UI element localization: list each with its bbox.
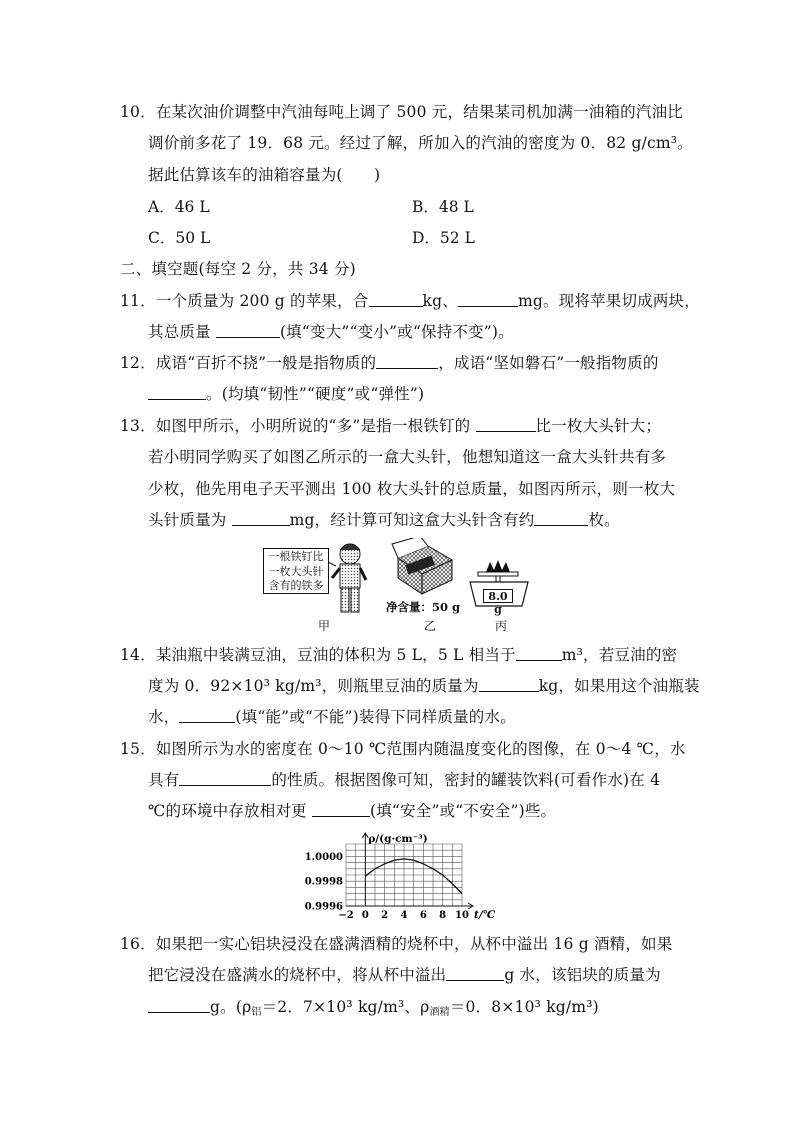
speech-bubble [263, 548, 329, 594]
q13-text-d: mg，经计算可知这盒大头针含有约 [289, 511, 535, 529]
q15-text-d: ℃的环境中存放相对更 [148, 802, 312, 820]
answer-blank [179, 707, 235, 723]
y-tick-label: 0.9998 [304, 876, 343, 888]
q16-text-d: g。(ρ [210, 998, 252, 1016]
figure-caption-jia: 甲 [318, 619, 331, 633]
q13-text-b: 比一枚大头针大； [535, 417, 662, 435]
boy-figure-illustration [326, 540, 378, 616]
x-tick-label: 10 [455, 910, 469, 921]
answer-blank [516, 645, 562, 661]
q14-text-a: 14．某油瓶中装满豆油，豆油的体积为 5 L，5 L 相当于 [120, 646, 516, 664]
q12-text-a: 12．成语“百折不挠”一般是指物质的 [120, 354, 377, 372]
pin-box-illustration [390, 538, 456, 596]
q12-text-b: ，成语“坚如磐石”一般指物质的 [438, 354, 659, 372]
section-heading: 二、填空题(每空 2 分，共 34 分) [120, 260, 356, 278]
q13-line1 [120, 416, 661, 436]
q10-option-d: D．52 L [412, 229, 475, 247]
q10-option-a: A．46 L [148, 198, 210, 216]
q10-line1: 10．在某次油价调整中汽油每吨上调了 500 元，结果某司机加满一油箱的汽油比 [120, 103, 683, 121]
figure-caption-bing: 丙 [495, 619, 508, 633]
q12-line1 [120, 353, 659, 373]
q11-text-d: 其总质量 [148, 323, 216, 341]
q10-line2: 调价前多花了 19．68 元。经过了解，所加入的汽油的密度为 0．82 g/cm³。 [148, 134, 693, 152]
net-weight-label: 净含量：50 g [386, 600, 461, 614]
q11-text-c: mg。现将苹果切成两块， [517, 292, 700, 310]
answer-blank [148, 997, 210, 1013]
q11-text-e: (填“变大”“变小”或“保持不变”)。 [279, 323, 514, 341]
speech-line: 一枚大头针 [268, 564, 324, 578]
chart-x-axis-label: t/℃ [474, 909, 496, 921]
chart-grid [346, 844, 462, 906]
q16-text-b: 把它浸没在盛满水的烧杯中，将从杯中溢出 [148, 966, 447, 984]
answer-blank [534, 510, 588, 526]
answer-blank [376, 353, 438, 369]
q10-line3: 据此估算该车的油箱容量为( ) [148, 166, 381, 184]
chart-x-ticks [338, 910, 469, 921]
x-tick-label: 8 [439, 910, 447, 921]
speech-line: 一根铁钉比 [268, 550, 324, 563]
q14-text-c: 度为 0．92×10³ kg/m³，则瓶里豆油的质量为 [148, 677, 479, 695]
q13-line4 [148, 510, 620, 530]
q11-line2 [148, 322, 514, 342]
figure-caption-yi: 乙 [424, 619, 437, 633]
answer-blank [148, 384, 206, 400]
y-tick-label: 0.9996 [304, 901, 343, 913]
answer-blank [216, 322, 280, 338]
x-tick-label: 2 [381, 910, 389, 921]
q11-line1 [120, 291, 700, 311]
density-temperature-chart [290, 832, 500, 924]
q13-text-c: 头针质量为 [148, 511, 232, 529]
answer-blank [446, 965, 504, 981]
q12-line2 [148, 384, 424, 404]
q16-line3 [148, 997, 599, 1017]
answer-blank [476, 416, 536, 432]
q16-text-c: g 水，该铝块的质量为 [504, 966, 661, 984]
q13-line2: 若小明同学购买了如图乙所示的一盒大头针，他想知道这一盒大头针共有多 [148, 448, 667, 466]
q14-text-b: m³，若豆油的密 [561, 646, 678, 664]
answer-blank [369, 291, 423, 307]
q16-line2 [148, 965, 661, 985]
q16-line1: 16．如果把一实心铝块浸没在盛满酒精的烧杯中，从杯中溢出 16 g 酒精，如果 [120, 935, 673, 953]
answer-blank [179, 770, 271, 786]
q13-text-a: 13．如图甲所示，小明所说的“多”是指一根铁钉的 [120, 417, 476, 435]
x-tick-label: −2 [338, 910, 354, 921]
subscript-alcohol: 酒精 [429, 1007, 450, 1018]
q12-text-c: 。(均填“韧性”“硬度”或“弹性”) [206, 385, 425, 403]
q14-text-f: (填“能”或“不能”)装得下同样质量的水。 [235, 708, 516, 726]
scale-readout: 8.0 g [483, 589, 513, 603]
q11-text-b: kg、 [422, 292, 458, 310]
answer-blank [232, 510, 290, 526]
chart-y-axis-label: ρ/(g·cm⁻³) [368, 833, 428, 845]
q14-line3 [148, 707, 516, 727]
q16-text-f: ＝0．8×10³ kg/m³) [449, 998, 599, 1016]
q11-text-a: 11．一个质量为 200 g 的苹果，合 [120, 292, 369, 310]
y-tick-label: 1.0000 [304, 851, 343, 863]
q15-line2 [148, 770, 660, 790]
answer-blank [458, 291, 518, 307]
q14-line1 [120, 645, 677, 665]
q13-text-e: 枚。 [588, 511, 620, 529]
answer-blank [479, 676, 539, 692]
q15-line3 [148, 801, 556, 821]
q10-option-c: C．50 L [148, 229, 211, 247]
q13-line3: 少枚，他先用电子天平测出 100 枚大头针的总质量，如图丙所示，则一枚大 [148, 480, 676, 498]
subscript-aluminum: 铝 [251, 1007, 262, 1018]
q15-text-e: (填“安全”或“不安全”)些。 [369, 802, 557, 820]
q14-text-d: kg，如果用这个油瓶装 [538, 677, 700, 695]
answer-blank [312, 801, 370, 817]
q14-text-e: 水， [148, 708, 180, 726]
x-tick-label: 0 [361, 910, 369, 921]
q15-text-b: 具有 [148, 771, 180, 789]
speech-line: 含有的铁多 [268, 579, 324, 592]
x-tick-label: 6 [419, 910, 427, 921]
q15-line1: 15．如图所示为水的密度在 0～10 ℃范围内随温度变化的图像，在 0～4 ℃，水 [120, 740, 686, 758]
q16-text-e: ＝2．7×10³ kg/m³、ρ [261, 998, 430, 1016]
chart-y-ticks [305, 852, 343, 913]
q15-text-c: 的性质。根据图像可知，密封的罐装饮料(可看作水)在 4 [271, 771, 661, 789]
x-tick-label: 4 [400, 910, 408, 921]
q14-line2 [148, 676, 700, 696]
q10-option-b: B．48 L [412, 198, 474, 216]
